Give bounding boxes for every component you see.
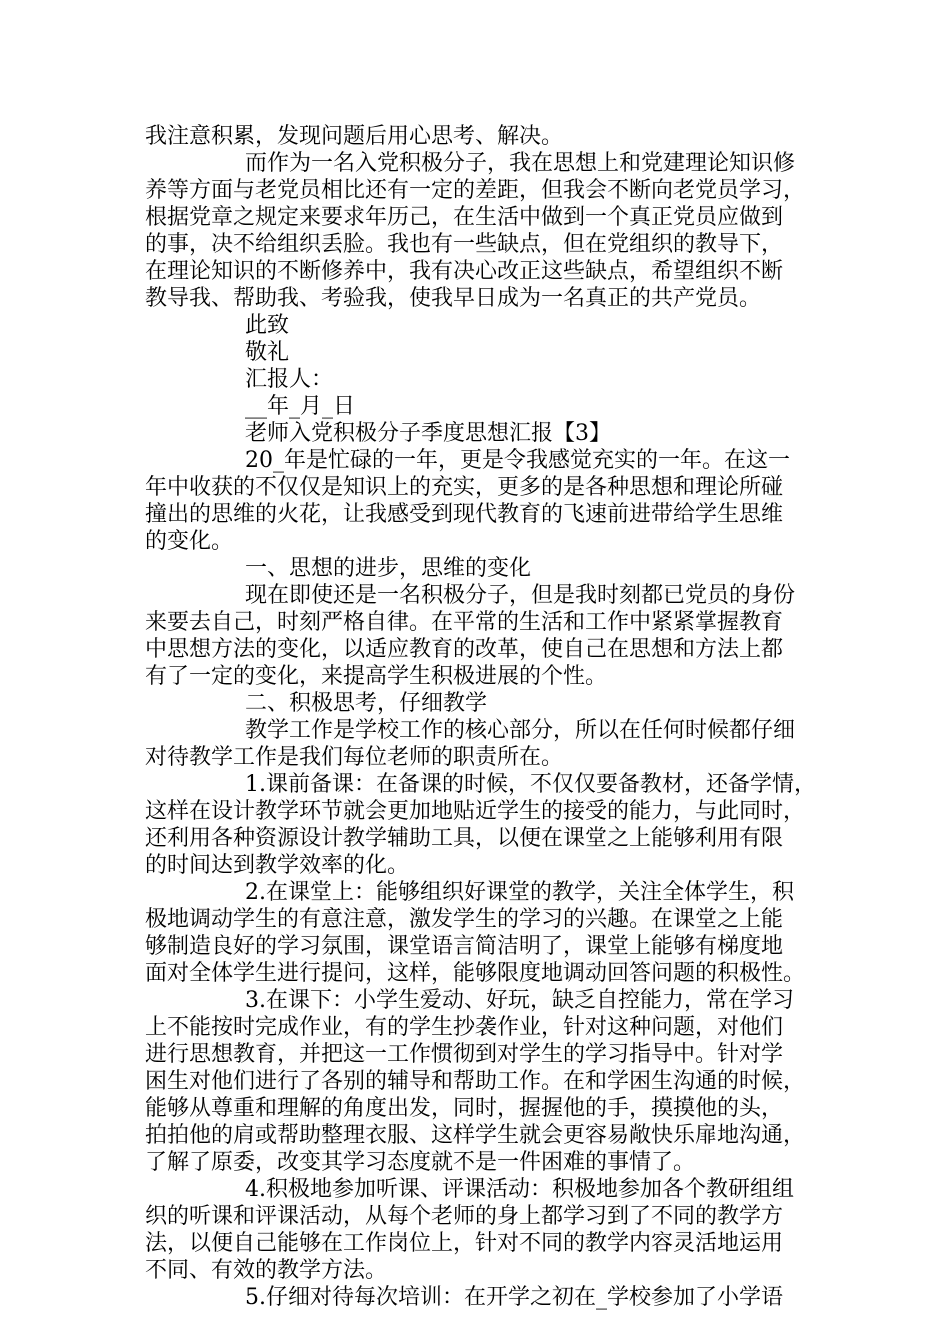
date-line: __年_月_日: [245, 394, 356, 419]
text-line: 来要去自己，时刻严格自律。在平常的生活和工作中紧紧掌握教育: [145, 610, 784, 635]
text-line: 进行思想教育，并把这一工作惯彻到对学生的学习指导中。针对学: [145, 1042, 784, 1067]
text-line: 面对全体学生进行提问，这样，能够限度地调动回答问题的积极性。: [145, 961, 806, 986]
text-line: 教导我、帮助我、考验我，使我早日成为一名真正的共产党员。: [145, 286, 762, 311]
text-line: 的时间达到教学效率的化。: [145, 853, 410, 878]
reporter-label: 汇报人：: [245, 367, 334, 392]
text-line: 年中收获的不仅仅是知识上的充实，更多的是各种思想和理论所碰: [145, 475, 784, 500]
text-line: 困生对他们进行了各别的辅导和帮助工作。在和学困生沟通的时候，: [145, 1069, 806, 1094]
closing-salutation: 此致: [245, 313, 290, 338]
text-line: 了解了原委，改变其学习态度就不是一件困难的事情了。: [145, 1150, 696, 1175]
text-line: 的事，决不给组织丢脸。我也有一些缺点，但在党组织的教导下，: [145, 232, 784, 257]
text-line: 20_年是忙碌的一年，更是令我感觉充实的一年。在这一: [245, 448, 790, 473]
text-line: 法，以便自己能够在工作岗位上，针对不同的教学内容灵活地运用: [145, 1231, 784, 1256]
text-line: 养等方面与老党员相比还有一定的差距，但我会不断向老党员学习，: [145, 178, 806, 203]
text-line: 我注意积累，发现问题后用心思考、解决。: [145, 124, 564, 149]
text-line: 撞出的思维的火花，让我感受到现代教育的飞速前进带给学生思维: [145, 502, 784, 527]
subheading: 二、积极思考，仔细教学: [245, 691, 488, 716]
text-line: 4.积极地参加听课、评课活动：积极地参加各个教研组组: [245, 1177, 794, 1202]
text-line: 有了一定的变化，来提高学生积极进展的个性。: [145, 664, 608, 689]
text-line: 够制造良好的学习氛围，课堂语言简洁明了，课堂上能够有梯度地: [145, 934, 784, 959]
text-line: 对待教学工作是我们每位老师的职责所在。: [145, 745, 564, 770]
text-line: 还利用各种资源设计教学辅助工具，以便在课堂之上能够利用有限: [145, 826, 784, 851]
text-line: 上不能按时完成作业，有的学生抄袭作业，针对这种问题，对他们: [145, 1015, 784, 1040]
text-line: 中思想方法的变化，以适应教育的改革，使自己在思想和方法上都: [145, 637, 784, 662]
text-line: 而作为一名入党积极分子，我在思想上和党建理论知识修: [245, 151, 796, 176]
text-line: 1.课前备课：在备课的时候，不仅仅要备教材，还备学情，: [245, 772, 816, 797]
text-line: 的变化。: [145, 529, 234, 554]
text-line: 拍拍他的肩或帮助整理衣服、这样学生就会更容易敞快乐扉地沟通，: [145, 1123, 806, 1148]
text-line: 教学工作是学校工作的核心部分，所以在任何时候都仔细: [245, 718, 796, 743]
text-line: 不同、有效的教学方法。: [145, 1258, 388, 1283]
section-title: 老师入党积极分子季度思想汇报【3】: [245, 421, 611, 446]
text-line: 现在即使还是一名积极分子，但是我时刻都已党员的身份: [245, 583, 796, 608]
text-line: 织的听课和评课活动，从每个老师的身上都学习到了不同的教学方: [145, 1204, 784, 1229]
text-line: 根据党章之规定来要求年历己，在生活中做到一个真正党员应做到: [145, 205, 784, 230]
subheading: 一、思想的进步，思维的变化: [245, 556, 532, 581]
text-line: 5.仔细对待每次培训：在开学之初在_学校参加了小学语: [245, 1285, 783, 1310]
text-line: 能够从尊重和理解的角度出发，同时，握握他的手，摸摸他的头，: [145, 1096, 784, 1121]
text-line: 3.在课下：小学生爱动、好玩，缺乏自控能力，常在学习: [245, 988, 794, 1013]
closing-regards: 敬礼: [245, 340, 290, 365]
text-line: 这样在设计教学环节就会更加地贴近学生的接受的能力，与此同时，: [145, 799, 806, 824]
text-line: 极地调动学生的有意注意，激发学生的学习的兴趣。在课堂之上能: [145, 907, 784, 932]
text-line: 在理论知识的不断修养中，我有决心改正这些缺点，希望组织不断: [145, 259, 784, 284]
text-line: 2.在课堂上：能够组织好课堂的教学，关注全体学生，积: [245, 880, 794, 905]
